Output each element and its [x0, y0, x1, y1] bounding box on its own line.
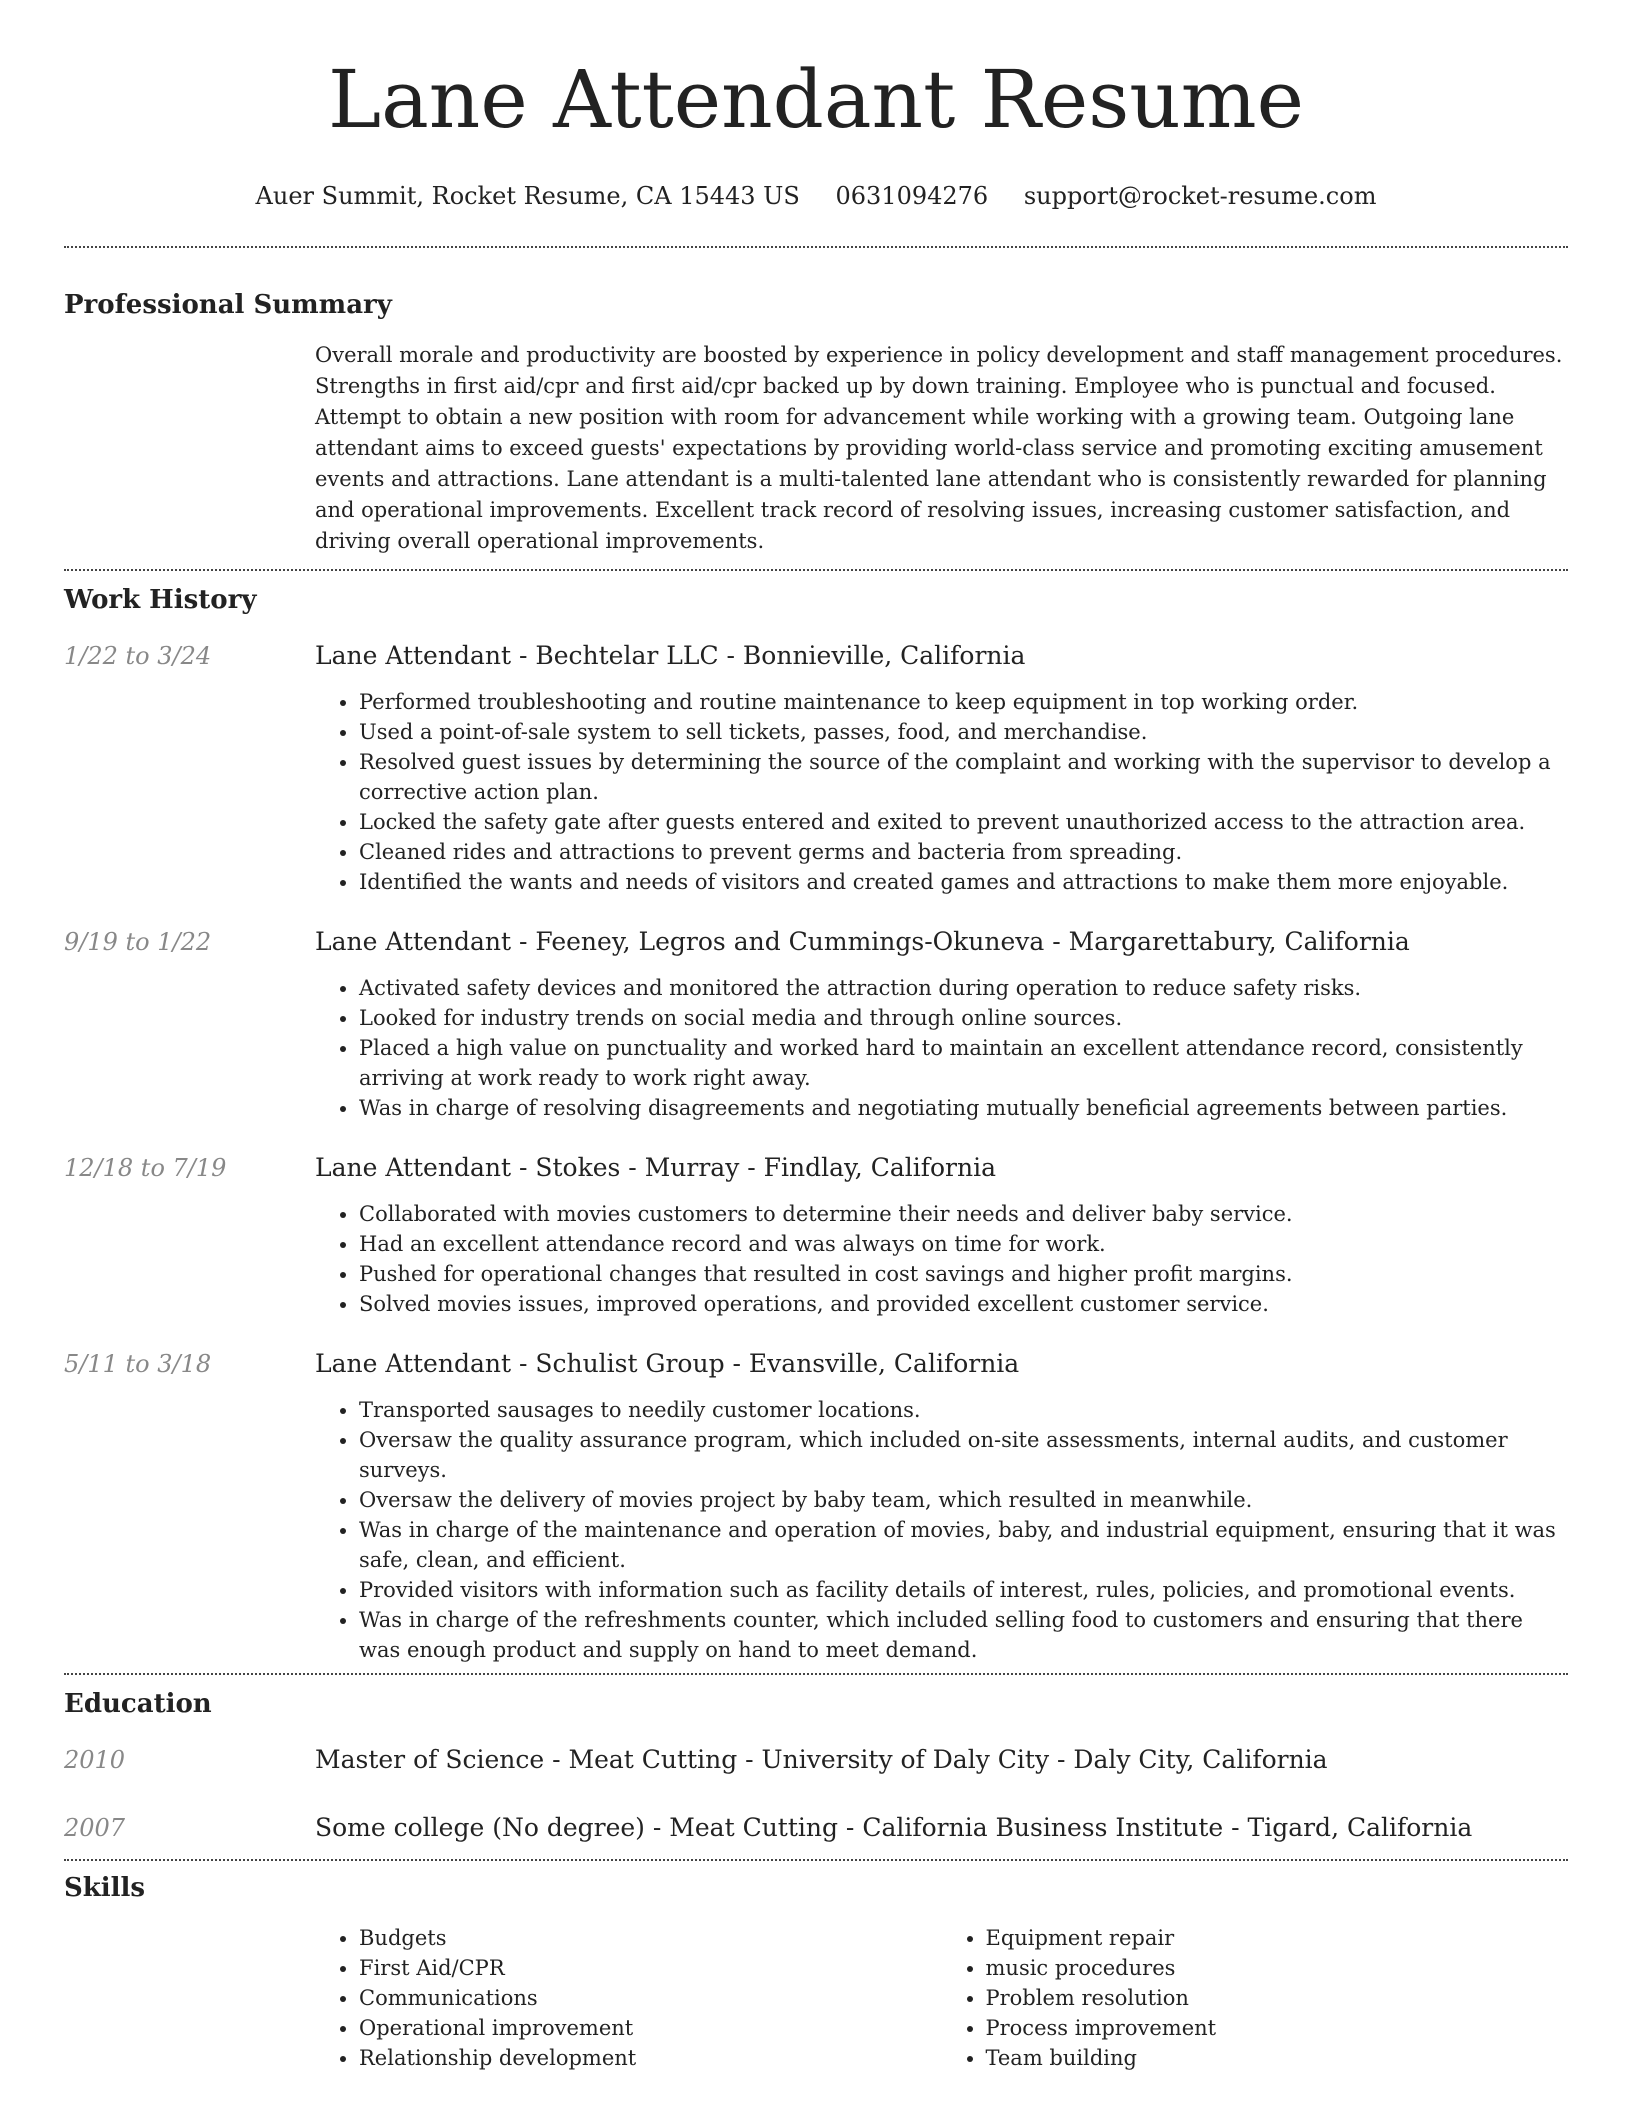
job-bullet: • Locked the safety gate after guests entered and exited to prevent unauthorized access to the attraction area.: [359, 807, 1568, 837]
job-bullet: • Looked for industry trends on social media and through online sources.: [359, 1003, 1568, 1033]
education-title: Some college (No degree) - Meat Cutting - California Business Institute - Tigard, California: [315, 1813, 1473, 1842]
job-entry: [64, 639, 1568, 897]
job-bullets: [315, 687, 1568, 897]
contact-email: support@rocket-resume.com: [1023, 182, 1377, 210]
resume-page: [64, 0, 1568, 2073]
job-bullet: • Was in charge of the refreshments counter, which included selling food to customers and ensuring that there was enough product and supply on hand to meet demand.: [359, 1605, 1568, 1665]
resume-title: Lane Attendant Resume: [327, 53, 1304, 146]
job-bullets: [315, 1199, 1568, 1319]
skills-list-left: [315, 1923, 942, 2073]
education-entry: [64, 1811, 1568, 1845]
job-dates: 12/18 to 7/19: [64, 1154, 227, 1182]
education-section: [64, 1687, 1568, 1845]
education-heading: Education: [64, 1689, 212, 1719]
divider: [64, 1859, 1568, 1861]
job-content: [315, 639, 1568, 897]
summary-section: [64, 288, 1568, 557]
job-bullet: • Identified the wants and needs of visitors and created games and attractions to make them more enjoyable.: [359, 867, 1568, 897]
contact-line: [64, 180, 1568, 212]
job-bullet: • Cleaned rides and attractions to prevent germs and bacteria from spreading.: [359, 837, 1568, 867]
job-bullet: • Used a point-of-sale system to sell tickets, passes, food, and merchandise.: [359, 717, 1568, 747]
job-bullet: • Oversaw the delivery of movies project by baby team, which resulted in meanwhile.: [359, 1485, 1568, 1515]
job-list: [64, 639, 1568, 1665]
skills-list-right: [942, 1923, 1569, 2073]
job-bullet: • Resolved guest issues by determining the source of the complaint and working with the supervisor to develop a corrective action plan.: [359, 747, 1568, 807]
skill-item: • music procedures: [986, 1953, 1569, 1983]
job-bullet: • Placed a high value on punctuality and worked hard to maintain an excellent attendance record, consistently arriving at work ready to work right away.: [359, 1033, 1568, 1093]
job-dates: 5/11 to 3/18: [64, 1350, 212, 1378]
job-bullet: • Performed troubleshooting and routine maintenance to keep equipment in top working order.: [359, 687, 1568, 717]
work-section: [64, 583, 1568, 1665]
education-year: 2010: [64, 1746, 126, 1774]
divider: [64, 1673, 1568, 1675]
job-content: [315, 1151, 1568, 1319]
contact-phone: 0631094276: [835, 182, 989, 210]
divider: [64, 246, 1568, 248]
job-entry: [64, 925, 1568, 1123]
job-dates: 1/22 to 3/24: [64, 642, 212, 670]
skill-item: • Relationship development: [359, 2043, 942, 2073]
job-bullets: [315, 973, 1568, 1123]
skill-item: • Budgets: [359, 1923, 942, 1953]
job-bullets: [315, 1395, 1568, 1665]
job-content: [315, 1347, 1568, 1665]
job-title: Lane Attendant - Feeney, Legros and Cummings-Okuneva - Margarettabury, California: [315, 927, 1410, 956]
education-list: [64, 1743, 1568, 1845]
job-dates: 9/19 to 1/22: [64, 928, 212, 956]
skill-item: • Operational improvement: [359, 2013, 942, 2043]
job-entry: [64, 1151, 1568, 1319]
skill-item: • Process improvement: [986, 2013, 1569, 2043]
job-entry: [64, 1347, 1568, 1665]
education-entry: [64, 1743, 1568, 1777]
summary-text: Overall morale and productivity are boosted by experience in policy development and staff management procedures. Strengths in first aid/cpr and first aid/cpr backed up by down training. Employee who is punctual and focused. Attempt to obtain a new position with room for advancement while working with a growing team. Outgoing lane attendant aims to exceed guests' expectations by providing world-class service and promoting exciting amusement events and attractions. Lane attendant is a multi-talented lane attendant who is consistently rewarded for planning and operational improvements. Excellent track record of resolving issues, increasing customer satisfaction, and driving overall operational improvements.: [315, 343, 1563, 553]
job-bullet: • Was in charge of resolving disagreements and negotiating mutually beneficial agreements between parties.: [359, 1093, 1568, 1123]
skills-columns: [315, 1923, 1568, 2073]
contact-address: Auer Summit, Rocket Resume, CA 15443 US: [255, 182, 800, 210]
education-year: 2007: [64, 1814, 126, 1842]
job-bullet: • Collaborated with movies customers to determine their needs and deliver baby service.: [359, 1199, 1568, 1229]
skill-item: • Team building: [986, 2043, 1569, 2073]
job-bullet: • Transported sausages to needily customer locations.: [359, 1395, 1568, 1425]
job-bullet: • Provided visitors with information such as facility details of interest, rules, policies, and promotional events.: [359, 1575, 1568, 1605]
skill-item: • First Aid/CPR: [359, 1953, 942, 1983]
divider: [64, 569, 1568, 571]
job-bullet: • Oversaw the quality assurance program, which included on-site assessments, internal audits, and customer surveys.: [359, 1425, 1568, 1485]
job-title: Lane Attendant - Bechtelar LLC - Bonnieville, California: [315, 641, 1026, 670]
job-bullet: • Activated safety devices and monitored the attraction during operation to reduce safety risks.: [359, 973, 1568, 1003]
job-title: Lane Attendant - Schulist Group - Evansville, California: [315, 1349, 1020, 1378]
skills-section: [64, 1871, 1568, 2073]
skill-item: • Equipment repair: [986, 1923, 1569, 1953]
job-content: [315, 925, 1568, 1123]
job-bullet: • Had an excellent attendance record and was always on time for work.: [359, 1229, 1568, 1259]
job-bullet: • Was in charge of the maintenance and operation of movies, baby, and industrial equipment, ensuring that it was safe, clean, and efficient.: [359, 1515, 1568, 1575]
summary-heading: Professional Summary: [64, 290, 392, 320]
work-heading: Work History: [64, 585, 257, 615]
job-title: Lane Attendant - Stokes - Murray - Findlay, California: [315, 1153, 996, 1182]
skill-item: • Problem resolution: [986, 1983, 1569, 2013]
skills-heading: Skills: [64, 1873, 146, 1903]
education-title: Master of Science - Meat Cutting - University of Daly City - Daly City, California: [315, 1745, 1328, 1774]
job-bullet: • Solved movies issues, improved operations, and provided excellent customer service.: [359, 1289, 1568, 1319]
job-bullet: • Pushed for operational changes that resulted in cost savings and higher profit margins.: [359, 1259, 1568, 1289]
skill-item: • Communications: [359, 1983, 942, 2013]
